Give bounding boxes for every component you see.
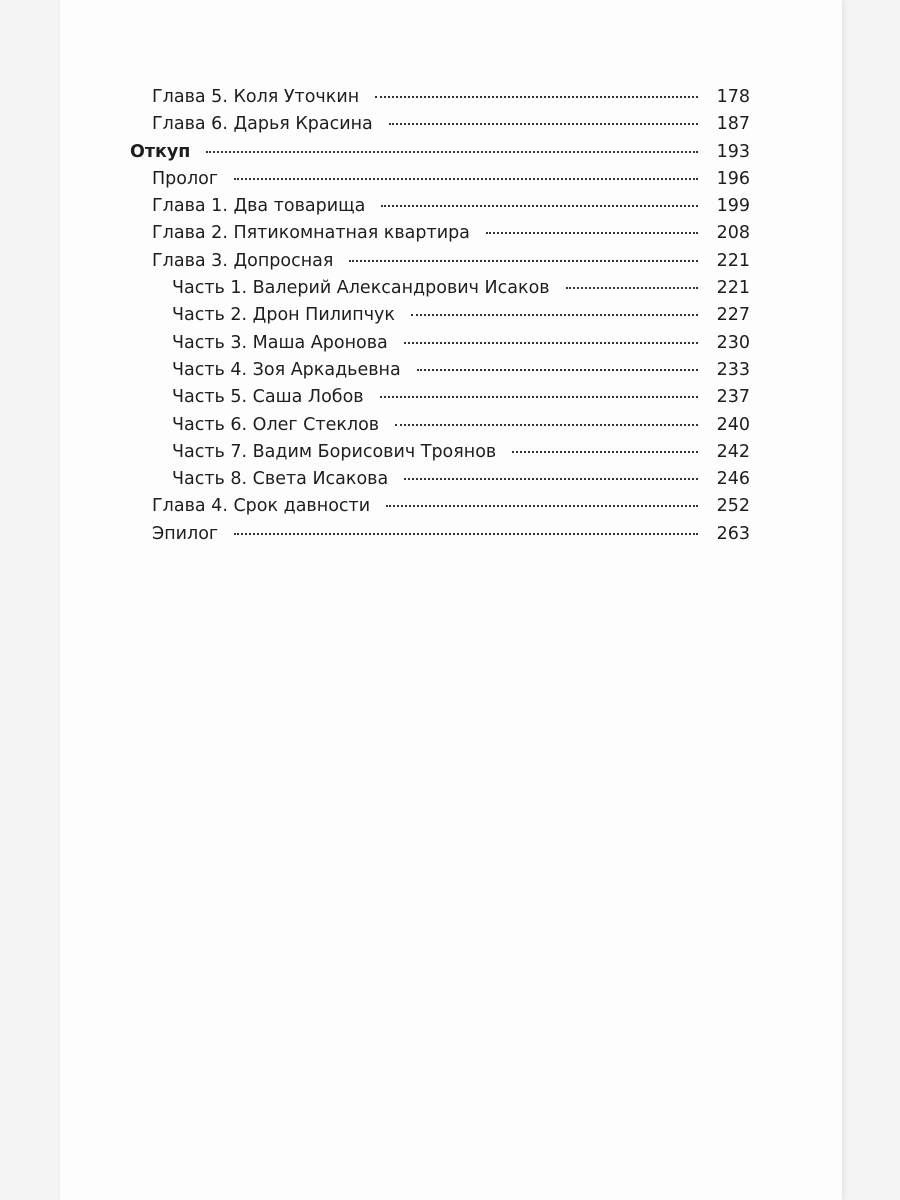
toc-entry-title: Часть 7. Вадим Борисович Троянов <box>172 441 497 462</box>
toc-subentry <box>130 278 750 305</box>
toc-dot-leader <box>380 396 698 398</box>
toc-entry <box>130 251 750 278</box>
toc-entry-page: 199 <box>716 196 750 217</box>
toc-subentry <box>130 469 750 496</box>
toc-section-title: Откуп <box>130 141 191 162</box>
toc-entry-title: Эпилог <box>152 523 219 544</box>
toc-entry <box>130 114 750 141</box>
toc-entry-page: 221 <box>716 250 750 271</box>
toc-entry-title: Глава 5. Коля Уточкин <box>152 87 360 107</box>
toc-entry-page: 233 <box>716 359 750 380</box>
toc-entry-page: 246 <box>716 469 750 490</box>
toc-subentry <box>130 360 750 387</box>
toc-entry-page: 196 <box>716 168 750 189</box>
toc-entry-page: 252 <box>716 496 750 517</box>
toc-subentry <box>130 333 750 360</box>
toc-entry-title: Глава 3. Допросная <box>152 250 334 271</box>
toc-dot-leader <box>234 533 698 535</box>
toc-entry <box>130 223 750 250</box>
toc-entry-title: Глава 4. Срок давности <box>152 496 371 517</box>
toc-entry-page: 178 <box>716 87 750 107</box>
toc-dot-leader <box>386 505 698 507</box>
toc-entry-title: Часть 3. Маша Аронова <box>172 332 388 353</box>
toc-entry <box>130 496 750 523</box>
toc-entry-page: 242 <box>716 441 750 462</box>
toc-dot-leader <box>404 342 698 344</box>
toc-entry-title: Глава 2. Пятикомнатная квартира <box>152 223 470 244</box>
toc-entry-title: Часть 2. Дрон Пилипчук <box>172 305 395 326</box>
toc-entry-page: 237 <box>716 387 750 408</box>
toc-entry-page: 208 <box>716 223 750 244</box>
toc-entry-title: Часть 1. Валерий Александрович Исаков <box>172 278 550 299</box>
toc-dot-leader <box>395 424 698 426</box>
toc-dot-leader <box>234 178 698 180</box>
table-of-contents <box>130 87 750 551</box>
toc-entry-title: Пролог <box>152 168 219 189</box>
toc-dot-leader <box>381 205 698 207</box>
toc-entry-page: 230 <box>716 332 750 353</box>
toc-subentry <box>130 415 750 442</box>
toc-dot-leader <box>512 451 698 453</box>
toc-dot-leader <box>486 232 698 234</box>
toc-dot-leader <box>417 369 698 371</box>
toc-entry-title: Глава 1. Два товарища <box>152 196 366 217</box>
toc-dot-leader <box>411 314 698 316</box>
toc-dot-leader <box>566 287 698 289</box>
toc-dot-leader <box>375 96 698 98</box>
toc-entry <box>130 169 750 196</box>
toc-dot-leader <box>389 123 698 125</box>
toc-subentry <box>130 305 750 332</box>
toc-entry <box>130 87 750 114</box>
toc-entry-title: Часть 8. Света Исакова <box>172 469 389 490</box>
toc-entry-page: 227 <box>716 305 750 326</box>
toc-entry-title: Глава 6. Дарья Красина <box>152 114 373 135</box>
toc-entry-title: Часть 5. Саша Лобов <box>172 387 364 408</box>
toc-entry-page: 187 <box>716 114 750 135</box>
toc-subentry <box>130 387 750 414</box>
toc-entry-title: Часть 4. Зоя Аркадьевна <box>172 359 401 380</box>
toc-entry-title: Часть 6. Олег Стеклов <box>172 414 380 435</box>
toc-entry-page: 240 <box>716 414 750 435</box>
toc-entry <box>130 524 750 551</box>
toc-subentry <box>130 442 750 469</box>
toc-dot-leader <box>404 478 698 480</box>
toc-entry <box>130 196 750 223</box>
toc-entry-page: 263 <box>716 523 750 544</box>
toc-dot-leader <box>349 260 698 262</box>
toc-entry-page: 193 <box>716 141 750 162</box>
toc-section-entry <box>130 142 750 169</box>
toc-entry-page: 221 <box>716 278 750 299</box>
toc-dot-leader <box>206 151 698 153</box>
